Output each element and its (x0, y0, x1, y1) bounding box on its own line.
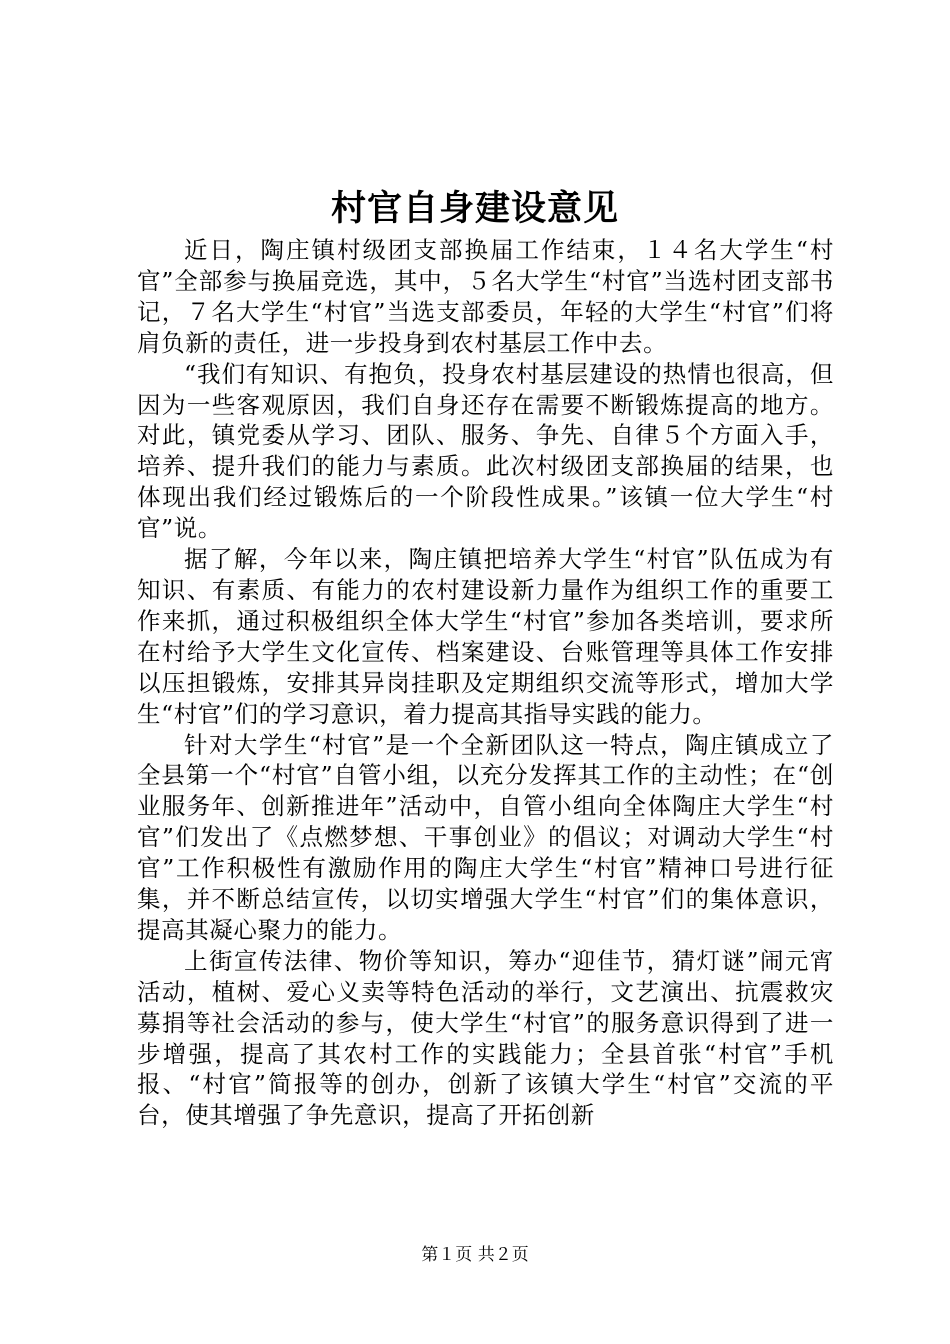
paragraph-5: 上街宣传法律、物价等知识，筹办“迎佳节，猜灯谜”闹元宵活动，植树、爱心义卖等特色活动的举行，文艺演出、抗震救灾募捐等社会活动的参与，使大学生“村官”的服务意识得到了进一步增强，提高了其农村工作的实践能力；全县首张“村官”手机报、“村官”简报等的创办，创新了该镇大学生“村官”交流的平台，使其增强了争先意识，提高了开拓创新 (137, 946, 834, 1130)
paragraph-4: 针对大学生“村官”是一个全新团队这一特点，陶庄镇成立了全县第一个“村官”自管小组，以充分发挥其工作的主动性；在“创业服务年、创新推进年”活动中，自管小组向全体陶庄大学生“村官”们发出了《点燃梦想、干事创业》的倡议；对调动大学生“村官”工作积极性有激励作用的陶庄大学生“村官”精神口号进行征集，并不断总结宣传，以切实增强大学生“村官”们的集体意识，提高其凝心聚力的能力。 (137, 730, 834, 944)
paragraph-3: 据了解，今年以来，陶庄镇把培养大学生“村官”队伍成为有知识、有素质、有能力的农村建设新力量作为组织工作的重要工作来抓，通过积极组织全体大学生“村官”参加各类培训，要求所在村给予大学生文化宣传、档案建设、台账管理等具体工作安排以压担锻炼，安排其异岗挂职及定期组织交流等形式，增加大学生“村官”们的学习意识，着力提高其指导实践的能力。 (137, 545, 834, 728)
page-footer (0, 1244, 950, 1266)
paragraph-2: “我们有知识、有抱负，投身农村基层建设的热情也很高，但因为一些客观原因，我们自身还存在需要不断锻炼提高的地方。对此，镇党委从学习、团队、服务、争先、自律５个方面入手，培养、提升我们的能力与素质。此次村级团支部换届的结果，也体现出我们经过锻炼后的一个阶段性成果。”该镇一位大学生“村官”说。 (137, 359, 834, 543)
page-number: 第１页 共２页 (421, 1245, 529, 1265)
document-body (137, 235, 834, 1131)
paragraph-1: 近日，陶庄镇村级团支部换届工作结束，１４名大学生“村官”全部参与换届竞选，其中，５名大学生“村官”当选村团支部书记，７名大学生“村官”当选支部委员，年轻的大学生“村官”们将肩负新的责任，进一步投身到农村基层工作中去。 (137, 236, 834, 357)
document-title: 村官自身建设意见 (330, 188, 619, 229)
